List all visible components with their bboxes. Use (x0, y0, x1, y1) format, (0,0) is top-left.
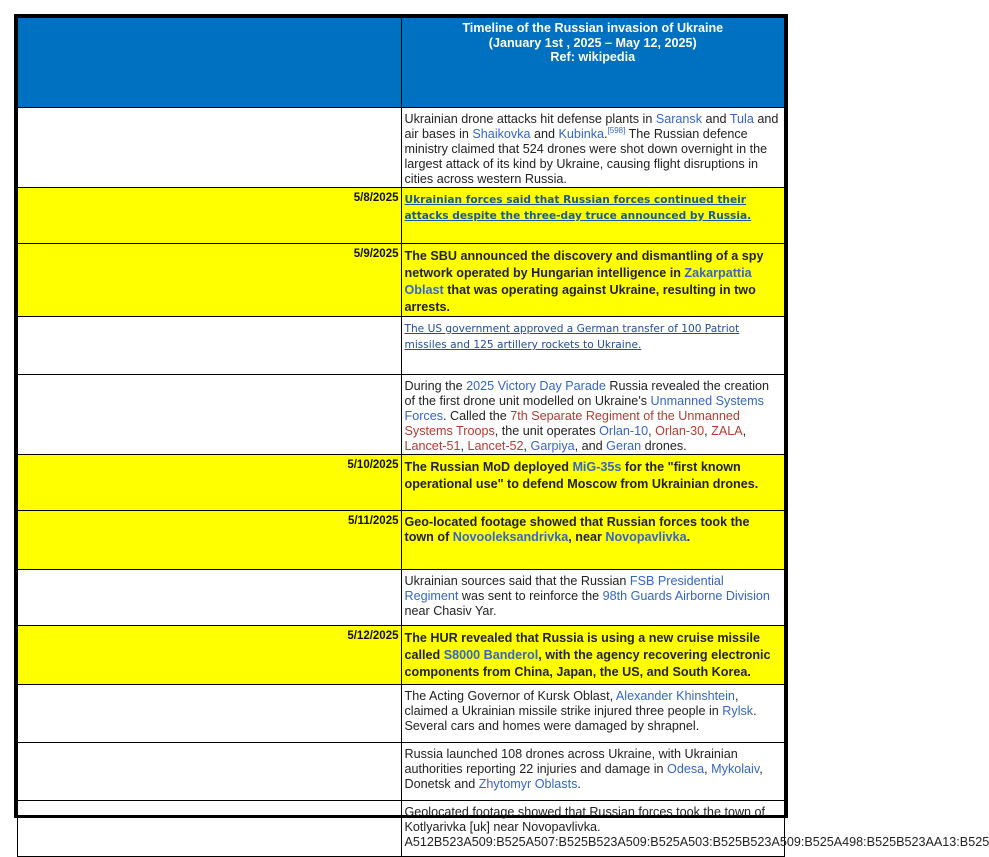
event-cell: Ukrainian drone attacks hit defense plants in Saransk and Tula and air bases in Shaikovka and Kubinka.[598] The Russian defence ministry claimed that 524 drones were shot down overnight in the largest attack of its kind by Ukraine, causing flight disruptions in cities across western Russia. (401, 108, 785, 188)
link-unmanned-systems-forces[interactable]: Unmanned Systems Forces (404, 394, 764, 423)
header-title-cell (401, 18, 785, 108)
event-cell (401, 188, 785, 244)
link-alexander-khinshtein[interactable]: Alexander Khinshtein (615, 689, 735, 703)
table-row (18, 455, 785, 511)
timeline-table-frame (14, 14, 989, 849)
event-text: Geolocated footage showed that Russian forces took the town of Kotlyarivka [uk] near Novopavlivka. (404, 805, 766, 834)
date-cell: 5/9/2025 (18, 244, 402, 317)
date-cell: 5/10/2025 (18, 455, 402, 511)
event-cell: Ukrainian sources said that the Russian FSB Presidential Regiment was sent to reinforce the 98th Guards Airborne Division near Chasiv Yar. (401, 570, 785, 626)
event-cell: The HUR revealed that Russia is using a new cruise missile called S8000 Banderol, with the agency recovering electronic components from China, Japan, the US, and South Korea. (401, 626, 785, 685)
link-geran[interactable]: Geran (606, 439, 642, 453)
link-tula[interactable]: Tula (729, 112, 754, 126)
link-shaikovka[interactable]: Shaikovka (472, 127, 531, 141)
link-novopavlivka[interactable]: Novopavlivka (605, 530, 687, 544)
link-zakarpattia-oblast[interactable]: Zakarpattia Oblast (404, 266, 752, 297)
table-row (18, 244, 785, 317)
event-cell (401, 801, 989, 857)
date-cell: 5/11/2025 (18, 511, 402, 570)
link-lancet-51[interactable]: Lancet-51 (404, 439, 461, 453)
link-7th-separate-regiment[interactable]: 7th Separate Regiment of the Unmanned Systems Troops (404, 409, 740, 438)
date-cell: 5/8/2025 (18, 188, 402, 244)
timeline-table (17, 17, 989, 857)
event-cell (401, 317, 785, 375)
link-novooleksandrivka[interactable]: Novooleksandrivka (452, 530, 569, 544)
date-cell (18, 570, 402, 626)
date-cell: 5/12/2025 (18, 626, 402, 685)
date-cell (18, 685, 402, 743)
event-cell: During the 2025 Victory Day Parade Russia revealed the creation of the first drone unit modelled on Ukraine's Unmanned Systems Forces. Called the 7th Separate Regiment of the Unmanned Systems Troops, the unit operates Orlan-10, Orlan-30, ZALA, Lancet-51, Lancet-52, Garpiya, and Geran drones. (401, 375, 785, 455)
link-s8000-banderol[interactable]: S8000 Banderol (443, 648, 539, 662)
link-lancet-52[interactable]: Lancet-52 (467, 439, 524, 453)
link-orlan-10[interactable]: Orlan-10 (599, 424, 649, 438)
date-cell (18, 375, 402, 455)
event-link-truce[interactable]: Ukrainian forces said that Russian forces continued their attacks despite the three-day truce announced by Russia. (404, 194, 752, 222)
table-row (18, 317, 785, 375)
date-range: (January 1st , 2025 – May 12, 2025) (488, 35, 697, 50)
date-cell (18, 317, 402, 375)
header-date-cell (18, 18, 402, 108)
header-row (18, 18, 785, 108)
link-orlan-30[interactable]: Orlan-30 (655, 424, 705, 438)
code-string: A512B523A509:B525A507:B525B523A509:B525A503:B525B523A509:B525A498:B525B523AA13:B525 (404, 835, 989, 849)
date-cell (18, 108, 402, 188)
event-link-patriot-transfer[interactable]: The US government approved a German transfer of 100 Patriot missiles and 125 artillery rockets to Ukraine. (404, 323, 740, 351)
link-odesa[interactable]: Odesa (667, 762, 705, 776)
event-cell: The SBU announced the discovery and dismantling of a spy network operated by Hungarian intelligence in Zakarpattia Oblast that was operating against Ukraine, resulting in two arrests. (401, 244, 785, 317)
table-row (18, 188, 785, 244)
table-title: Timeline of the Russian invasion of Ukraine (462, 21, 724, 35)
table-row (18, 626, 785, 685)
link-mykolaiv[interactable]: Mykolaiv (711, 762, 760, 776)
table-row (18, 108, 785, 188)
link-rylsk[interactable]: Rylsk (722, 704, 754, 718)
link-kubinka[interactable]: Kubinka (558, 127, 605, 141)
date-cell (18, 743, 402, 801)
table-row (18, 570, 785, 626)
link-garpiya[interactable]: Garpiya (530, 439, 575, 453)
event-cell: The Russian MoD deployed MiG-35s for the "first known operational use" to defend Moscow from Ukrainian drones. (401, 455, 785, 511)
event-cell: Russia launched 108 drones across Ukraine, with Ukrainian authorities reporting 22 injuries and damage in Odesa, Mykolaiv, Donetsk and Zhytomyr Oblasts. (401, 743, 785, 801)
event-cell: The Acting Governor of Kursk Oblast, Alexander Khinshtein, claimed a Ukrainian missile strike injured three people in Rylsk. Several cars and homes were damaged by shrapnel. (401, 685, 785, 743)
link-98th-guards-airborne-division[interactable]: 98th Guards Airborne Division (602, 589, 770, 603)
event-cell: Geo-located footage showed that Russian forces took the town of Novooleksandrivka, near Novopavlivka. (401, 511, 785, 570)
table-row (18, 801, 785, 857)
link-victory-day-parade[interactable]: 2025 Victory Day Parade (466, 379, 606, 393)
table-row (18, 685, 785, 743)
citation-598[interactable]: [598] (607, 125, 626, 135)
table-row (18, 743, 785, 801)
link-zhytomyr-oblasts[interactable]: Zhytomyr Oblasts (478, 777, 578, 791)
link-saransk[interactable]: Saransk (655, 112, 703, 126)
link-mig-35s[interactable]: MiG-35s (572, 460, 622, 474)
link-zala[interactable]: ZALA (711, 424, 743, 438)
table-row (18, 511, 785, 570)
reference: Ref: wikipedia (550, 50, 636, 64)
link-fsb-presidential-regiment[interactable]: FSB Presidential Regiment (404, 574, 724, 603)
table-row (18, 375, 785, 455)
date-cell (18, 801, 402, 857)
